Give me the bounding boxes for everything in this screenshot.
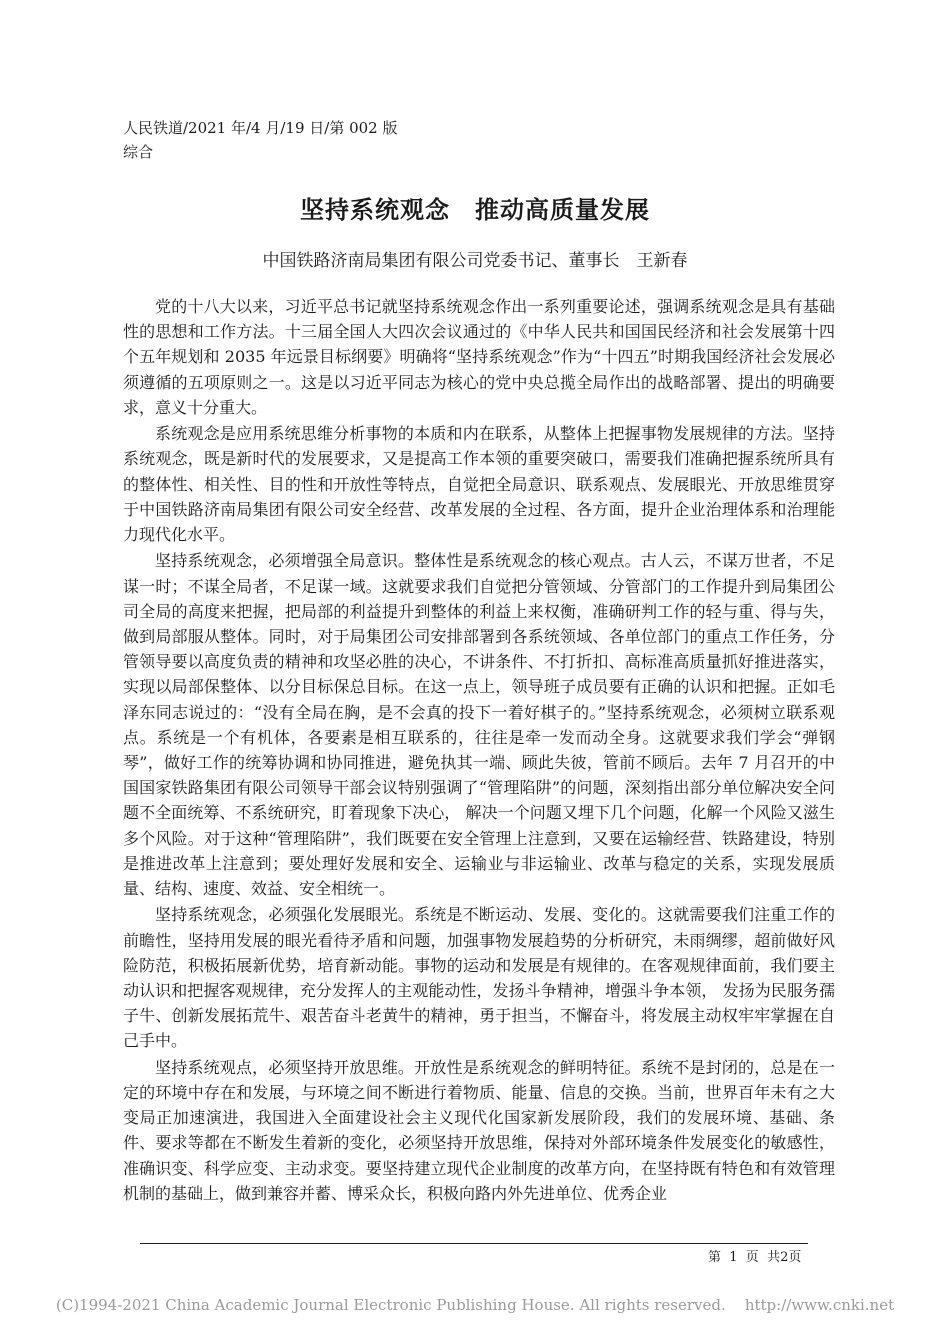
page-number: 第 1 页 共2页 — [708, 1250, 802, 1265]
footer-divider — [140, 1243, 808, 1244]
article-title: 坚持系统观念 推动高质量发展 — [300, 196, 650, 224]
paragraph: 坚持系统观念，必须强化发展眼光。系统是不断运动、发展、变化的。这就需要我们注重工作的前瞻性，坚持用发展的眼光看待矛盾和问题，加强事物发展趋势的分析研究，未雨绸缪，超前做好风险防范，积极拓展新优势，培育新动能。事物的运动和发展是有规律的。在客观规律面前，我们要主动认识和把握客观规律，充分发挥人的主观能动性，发扬斗争精神，增强斗争本领， 发扬为民服务孺子牛、创新发展拓荒牛、艰苦奋斗老黄牛的精神，勇于担当，不懈奋斗，将发展主动权牢牢掌握在自己手中。 — [123, 905, 835, 1051]
paragraph: 坚持系统观念，必须增强全局意识。整体性是系统观念的核心观点。古人云，不谋万世者，不足谋一时；不谋全局者，不足谋一域。这就要求我们自觉把分管领域、分管部门的工作提升到局集团公司全局的高度来把握，把局部的利益提升到整体的利益上来权衡，准确研判工作的轻与重、得与失，做到局部服从整体。同时，对于局集团公司安排部署到各系统领域、各单位部门的重点工作任务，分管领导要以高度负责的精神和攻坚必胜的决心，不讲条件、不打折扣、高标准高质量抓好推进落实，实现以局部保整体、以分目标保总目标。在这一点上，领导班子成员要有正确的认识和把握。正如毛泽东同志说过的：“没有全局在胸，是不会真的投下一着好棋子的。”坚持系统观念，必须树立联系观点。系统是一个有机体，各要素是相互联系的，往往是牵一发而动全身。这就要求我们学会“弹钢琴”，做好工作的统筹协调和协同推进，避免执其一端、顾此失彼，管前不顾后。去年 7 月召开的中国国家铁路集团有限公司领导干部会议特别强调了“管理陷阱”的问题，深刻指出部分单位解决安全问题不全面统筹、不系统研究，盯着现象下决心， 解决一个问题又埋下几个问题，化解一个风险又滋生多个风险。对于这种“管理陷阱”，我们既要在安全管理上注意到，又要在运输经营、铁路建设，特别是推进改革上注意到；要处理好发展和安全、运输业与非运输业、改革与稳定的关系，实现发展质量、结构、速度、效益、安全相统一。 — [123, 551, 835, 899]
source-meta — [123, 116, 398, 164]
article-body — [123, 294, 835, 1207]
source-line: 人民铁道/2021 年/4 月/19 日/第 002 版 — [123, 119, 398, 137]
paragraph: 系统观念是应用系统思维分析事物的本质和内在联系，从整体上把握事物发展规律的方法。坚持系统观念，既是新时代的发展要求，又是提高工作本领的重要突破口，需要我们准确把握系统所具有的整体性、相关性、目的性和开放性等特点，自觉把全局意识、联系观点、发展眼光、开放思维贯穿于中国铁路济南局集团有限公司安全经营、改革发展的全过程、各方面，提升企业治理体系和治理能力现代化水平。 — [123, 424, 835, 545]
section-label: 综合 — [123, 143, 154, 161]
paragraph: 坚持系统观点，必须坚持开放思维。开放性是系统观念的鲜明特征。系统不是封闭的，总是在一定的环境中存在和发展，与环境之间不断进行着物质、能量、信息的交换。当前，世界百年未有之大变局正加速演进，我国进入全面建设社会主义现代化国家新发展阶段，我们的发展环境、基础、条件、要求等都在不断发生着新的变化，必须坚持开放思维，保持对外部环境条件发展变化的敏感性，准确识变、科学应变、主动求变。要坚持建立现代企业制度的改革方向，在坚持既有特色和有效管理机制的基础上，做到兼容并蓄、博采众长，积极向路内外先进单位、优秀企业 — [123, 1057, 835, 1203]
article-author: 中国铁路济南局集团有限公司党委书记、董事长 王新春 — [262, 251, 688, 271]
copyright-notice: (C)1994-2021 China Academic Journal Electronic Publishing House. All rights reserved. http://www.cnki.net — [55, 1296, 895, 1314]
paragraph: 党的十八大以来，习近平总书记就坚持系统观念作出一系列重要论述，强调系统观念是具有基础性的思想和工作方法。十三届全国人大四次会议通过的《中华人民共和国国民经济和社会发展第十四个五年规划和 2035 年远景目标纲要》明确将“坚持系统观念”作为“十四五”时期我国经济社会发展必须遵循的五项原则之一。这是以习近平同志为核心的党中央总揽全局作出的战略部署、提出的明确要求，意义十分重大。 — [123, 297, 835, 417]
